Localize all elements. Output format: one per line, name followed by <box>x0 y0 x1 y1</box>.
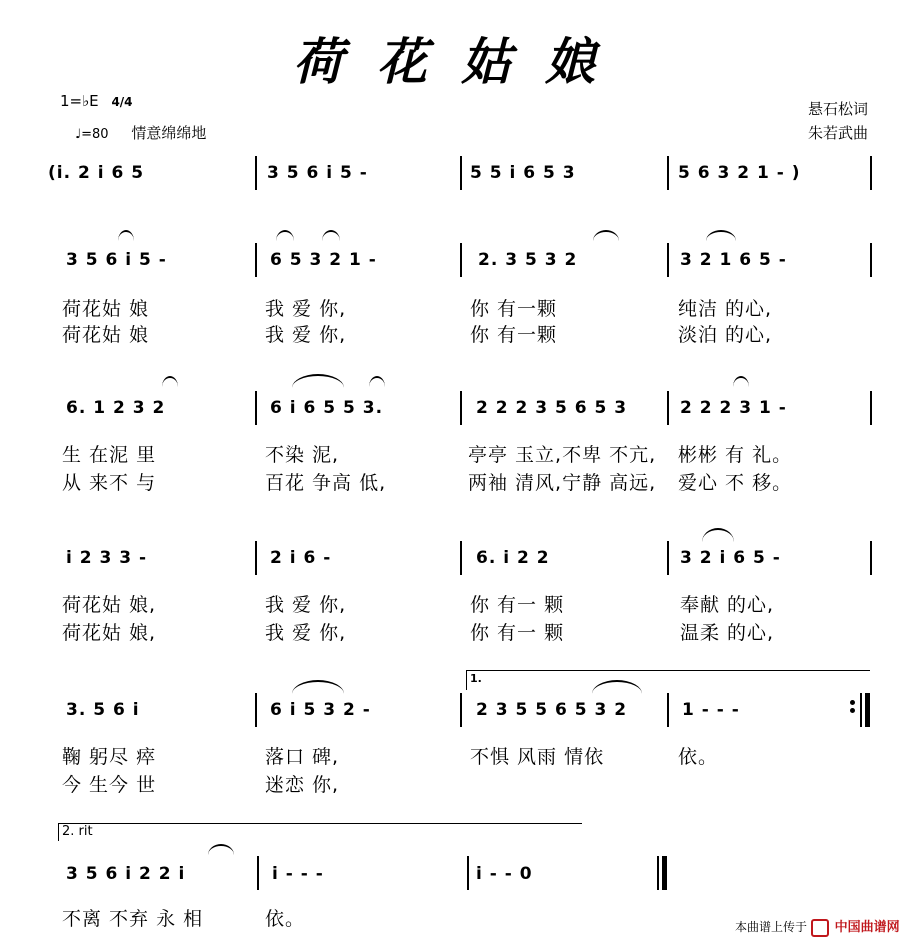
lyric: 依。 <box>265 908 306 930</box>
lyric: 生 在泥 里 <box>62 444 157 466</box>
barline <box>667 156 669 190</box>
measure: i 2 3 3 - <box>66 548 148 568</box>
lyric: 我 爱 你, <box>265 298 347 320</box>
volta-bracket <box>466 670 467 690</box>
barline <box>667 693 669 727</box>
barline <box>255 391 257 425</box>
volta-bracket <box>58 823 59 841</box>
measure: 3 5 6 i 5 - <box>267 163 368 183</box>
repeat-dots <box>850 697 855 716</box>
barline <box>255 693 257 727</box>
footer <box>735 916 900 937</box>
measure: 3 5 6 i 5 - <box>66 250 167 270</box>
barline <box>460 243 462 277</box>
measure: 6 5 3 2 1 - <box>270 250 377 270</box>
final-barline <box>657 856 659 890</box>
slur <box>292 374 344 388</box>
lyric: 你 有一颗 <box>470 324 558 346</box>
barline <box>667 243 669 277</box>
slur <box>292 680 344 694</box>
slur <box>733 376 749 387</box>
lyric: 我 爱 你, <box>265 594 347 616</box>
barline <box>460 693 462 727</box>
lyric: 淡泊 的心, <box>678 324 773 346</box>
measure: 3 2 i 6 5 - <box>680 548 781 568</box>
composer: 朱若武曲 <box>808 124 869 142</box>
barline <box>255 243 257 277</box>
lyric: 荷花姑 娘, <box>62 622 157 644</box>
lyric: 不染 泥, <box>265 444 340 466</box>
barline <box>870 243 872 277</box>
lyric: 你 有一 颗 <box>470 594 565 616</box>
lyric: 依。 <box>678 746 719 768</box>
lyric: 亭亭 玉立,不卑 不亢, <box>468 444 657 466</box>
footer-site[interactable]: 中国曲谱网 <box>834 920 900 935</box>
lyricist: 悬石松词 <box>808 100 869 118</box>
measure: i - - 0 <box>476 864 533 884</box>
lyric: 不离 不弃 永 相 <box>62 908 204 930</box>
key-signature <box>60 92 133 110</box>
barline <box>255 156 257 190</box>
barline <box>460 541 462 575</box>
repeat-barline <box>860 693 862 727</box>
lyric: 我 爱 你, <box>265 622 347 644</box>
measure: (i. 2 i 6 5 <box>48 163 145 183</box>
measure: 3. 5 6 i <box>66 700 140 720</box>
lyric: 你 有一颗 <box>470 298 558 320</box>
lyric: 温柔 的心, <box>680 622 775 644</box>
slur <box>322 230 340 241</box>
measure: 3 5 6 i 2 2 i <box>66 864 186 884</box>
lyric: 两袖 清风,宁静 高远, <box>468 472 657 494</box>
measure: 2 3 5 5 6 5 3 2 <box>476 700 628 720</box>
lyric: 彬彬 有 礼。 <box>678 444 793 466</box>
lyric: 荷花姑 娘, <box>62 594 157 616</box>
measure: 2 2 2 3 1 - <box>680 398 787 418</box>
barline <box>460 391 462 425</box>
footer-text: 本曲谱上传于 <box>735 920 808 934</box>
measure: 1 - - - <box>682 700 740 720</box>
measure: 5 6 3 2 1 - ) <box>678 163 801 183</box>
lyric: 鞠 躬尽 瘁 <box>62 746 157 768</box>
key-text: 1=♭E <box>60 92 99 110</box>
lyric: 荷花姑 娘 <box>62 324 150 346</box>
tempo-marking <box>75 122 206 143</box>
slur <box>208 844 234 855</box>
measure: 2 2 2 3 5 6 5 3 <box>476 398 628 418</box>
time-signature: 4/4 <box>111 95 133 109</box>
lyric: 从 来不 与 <box>62 472 157 494</box>
slur <box>593 230 619 241</box>
barline <box>255 541 257 575</box>
barline <box>667 391 669 425</box>
barline <box>870 391 872 425</box>
volta-label: 2. rit <box>62 824 93 839</box>
barline <box>667 541 669 575</box>
barline <box>870 541 872 575</box>
song-title: 荷花姑娘 <box>293 32 629 91</box>
measure: 2 i 6 - <box>270 548 332 568</box>
final-barline-thick <box>662 856 667 890</box>
volta-label: 1. <box>470 672 482 685</box>
tempo: ♩=80 <box>75 127 109 142</box>
lyric: 我 爱 你, <box>265 324 347 346</box>
volta-bracket <box>58 823 582 824</box>
slur <box>702 528 734 542</box>
slur <box>706 230 736 241</box>
measure: 6. i 2 2 <box>476 548 550 568</box>
measure: 6 i 6 5 5 3. <box>270 398 384 418</box>
lyric: 奉献 的心, <box>680 594 775 616</box>
slur <box>162 376 178 387</box>
expression: 情意绵绵地 <box>131 124 207 142</box>
lyric: 荷花姑 娘 <box>62 298 150 320</box>
measure: 5 5 i 6 5 3 <box>470 163 576 183</box>
lyric: 迷恋 你, <box>265 774 340 796</box>
volta-bracket <box>466 670 870 671</box>
site-logo-icon <box>811 919 829 937</box>
barline <box>460 156 462 190</box>
slur <box>118 230 134 241</box>
lyric: 爱心 不 移。 <box>678 472 793 494</box>
barline <box>257 856 259 890</box>
measure: i - - - <box>272 864 324 884</box>
measure: 2. 3 5 3 2 <box>478 250 578 270</box>
lyric: 落口 碑, <box>265 746 340 768</box>
lyric: 今 生今 世 <box>62 774 157 796</box>
slur <box>276 230 294 241</box>
lyric: 你 有一 颗 <box>470 622 565 644</box>
lyric: 不惧 风雨 情依 <box>470 746 605 768</box>
lyric: 纯洁 的心, <box>678 298 773 320</box>
lyric: 百花 争高 低, <box>265 472 387 494</box>
barline <box>870 156 872 190</box>
measure: 3 2 1 6 5 - <box>680 250 787 270</box>
slur <box>592 680 642 694</box>
measure: 6 i 5 3 2 - <box>270 700 371 720</box>
measure: 6. 1 2 3 2 <box>66 398 166 418</box>
slur <box>369 376 385 387</box>
barline <box>467 856 469 890</box>
repeat-barline-thick <box>865 693 870 727</box>
